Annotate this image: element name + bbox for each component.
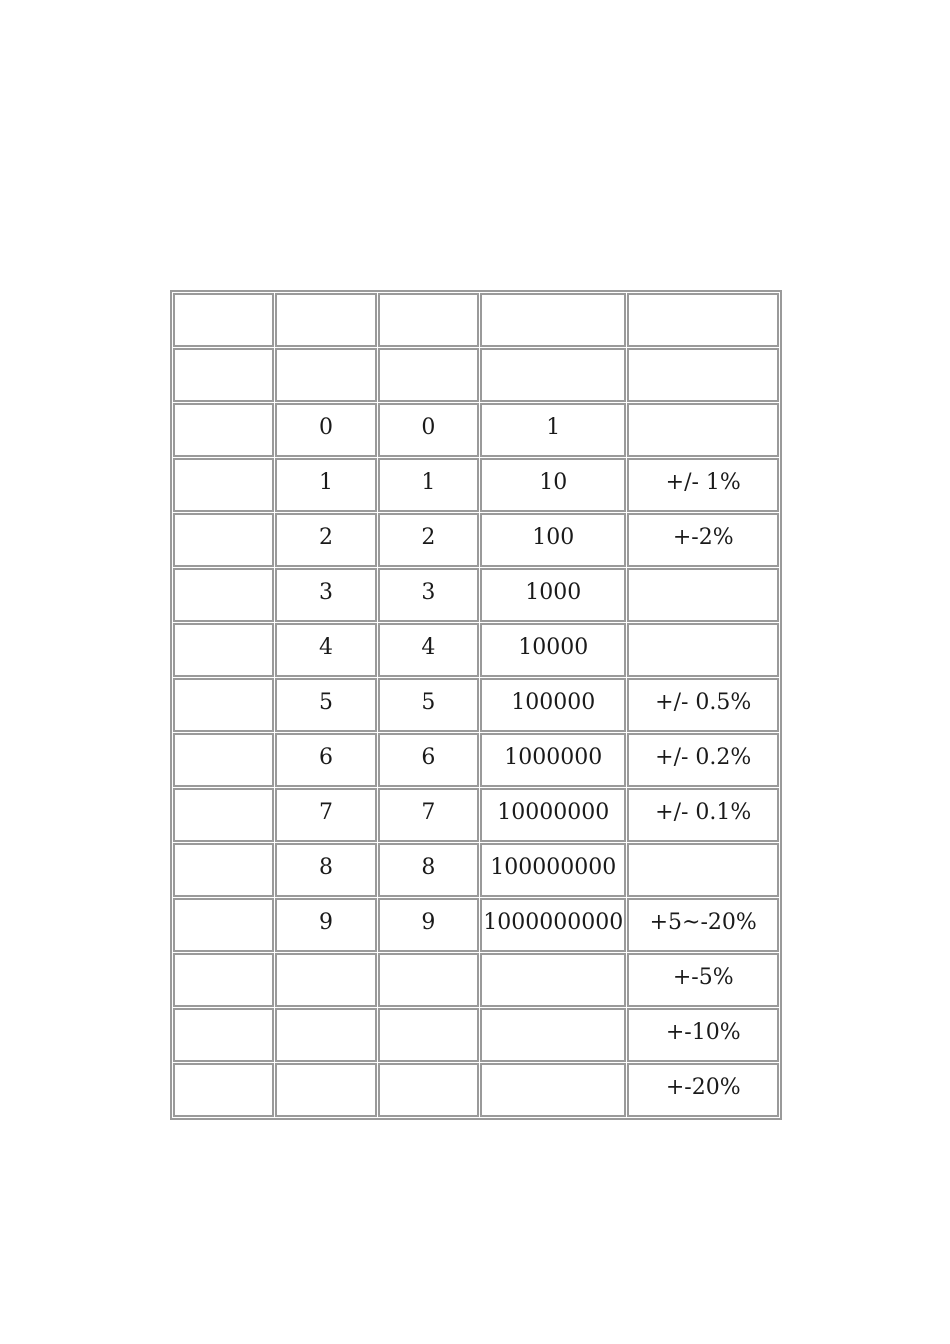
table-row	[173, 513, 779, 567]
header-cell-tolerance	[627, 293, 779, 347]
color-cell	[173, 843, 274, 897]
multiplier-cell: 1000	[480, 568, 626, 622]
color-cell	[173, 513, 274, 567]
multiplier-cell: 1000000	[480, 733, 626, 787]
color-cell	[173, 678, 274, 732]
digit1-cell: 8	[275, 843, 376, 897]
digit1-cell	[275, 1063, 376, 1117]
multiplier-cell: 10000	[480, 623, 626, 677]
multiplier-cell: 100	[480, 513, 626, 567]
multiplier-cell: 10000000	[480, 788, 626, 842]
digit2-cell: 0	[378, 403, 479, 457]
table-row	[173, 1063, 779, 1117]
digit2-cell: 1	[378, 458, 479, 512]
tolerance-cell: +-20%	[627, 1063, 779, 1117]
color-cell	[173, 403, 274, 457]
color-cell	[173, 623, 274, 677]
digit1-cell: 6	[275, 733, 376, 787]
digit1-cell: 0	[275, 403, 376, 457]
header-cell-digit-2	[378, 293, 479, 347]
digit2-cell: 3	[378, 568, 479, 622]
multiplier-cell	[480, 1008, 626, 1062]
color-cell	[173, 898, 274, 952]
digit2-cell	[378, 1063, 479, 1117]
digit2-cell: 9	[378, 898, 479, 952]
color-cell	[173, 788, 274, 842]
subheader-cell-tolerance	[627, 348, 779, 402]
subheader-cell-multiplier	[480, 348, 626, 402]
table-row	[173, 733, 779, 787]
multiplier-cell: 100000	[480, 678, 626, 732]
tolerance-cell	[627, 568, 779, 622]
digit1-cell: 9	[275, 898, 376, 952]
digit2-cell: 5	[378, 678, 479, 732]
digit1-cell: 4	[275, 623, 376, 677]
table-row	[173, 843, 779, 897]
multiplier-cell: 1	[480, 403, 626, 457]
table-row	[173, 1008, 779, 1062]
tolerance-cell: +-10%	[627, 1008, 779, 1062]
color-cell	[173, 1063, 274, 1117]
multiplier-cell	[480, 953, 626, 1007]
color-cell	[173, 953, 274, 1007]
table-row	[173, 898, 779, 952]
multiplier-cell	[480, 1063, 626, 1117]
color-cell	[173, 733, 274, 787]
digit2-cell: 4	[378, 623, 479, 677]
table-row	[173, 623, 779, 677]
digit1-cell: 1	[275, 458, 376, 512]
multiplier-cell: 100000000	[480, 843, 626, 897]
color-cell	[173, 458, 274, 512]
tolerance-cell	[627, 623, 779, 677]
multiplier-cell: 1000000000	[480, 898, 626, 952]
digit2-cell: 6	[378, 733, 479, 787]
digit1-cell	[275, 1008, 376, 1062]
color-code-table	[170, 290, 782, 1120]
tolerance-cell	[627, 843, 779, 897]
color-cell	[173, 1008, 274, 1062]
table-header-row	[173, 293, 779, 347]
digit2-cell: 7	[378, 788, 479, 842]
digit2-cell	[378, 953, 479, 1007]
tolerance-cell: +-5%	[627, 953, 779, 1007]
digit2-cell: 8	[378, 843, 479, 897]
tolerance-cell: +5~-20%	[627, 898, 779, 952]
subheader-cell	[275, 348, 376, 402]
subheader-cell	[378, 348, 479, 402]
multiplier-cell: 10	[480, 458, 626, 512]
subheader-cell	[173, 348, 274, 402]
header-cell-digit-1	[275, 293, 376, 347]
digit2-cell: 2	[378, 513, 479, 567]
header-cell-color	[173, 293, 274, 347]
tolerance-cell: +/- 0.1%	[627, 788, 779, 842]
digit2-cell	[378, 1008, 479, 1062]
digit1-cell: 7	[275, 788, 376, 842]
digit1-cell: 2	[275, 513, 376, 567]
tolerance-cell: +-2%	[627, 513, 779, 567]
table-row	[173, 953, 779, 1007]
digit1-cell	[275, 953, 376, 1007]
tolerance-cell: +/- 0.5%	[627, 678, 779, 732]
table-row	[173, 403, 779, 457]
digit1-cell: 3	[275, 568, 376, 622]
tolerance-cell: +/- 0.2%	[627, 733, 779, 787]
tolerance-cell: +/- 1%	[627, 458, 779, 512]
header-cell-multiplier	[480, 293, 626, 347]
table-subheader-row	[173, 348, 779, 402]
color-cell	[173, 568, 274, 622]
tolerance-cell	[627, 403, 779, 457]
table-row	[173, 788, 779, 842]
table-row	[173, 568, 779, 622]
table-row	[173, 458, 779, 512]
table-row	[173, 678, 779, 732]
digit1-cell: 5	[275, 678, 376, 732]
